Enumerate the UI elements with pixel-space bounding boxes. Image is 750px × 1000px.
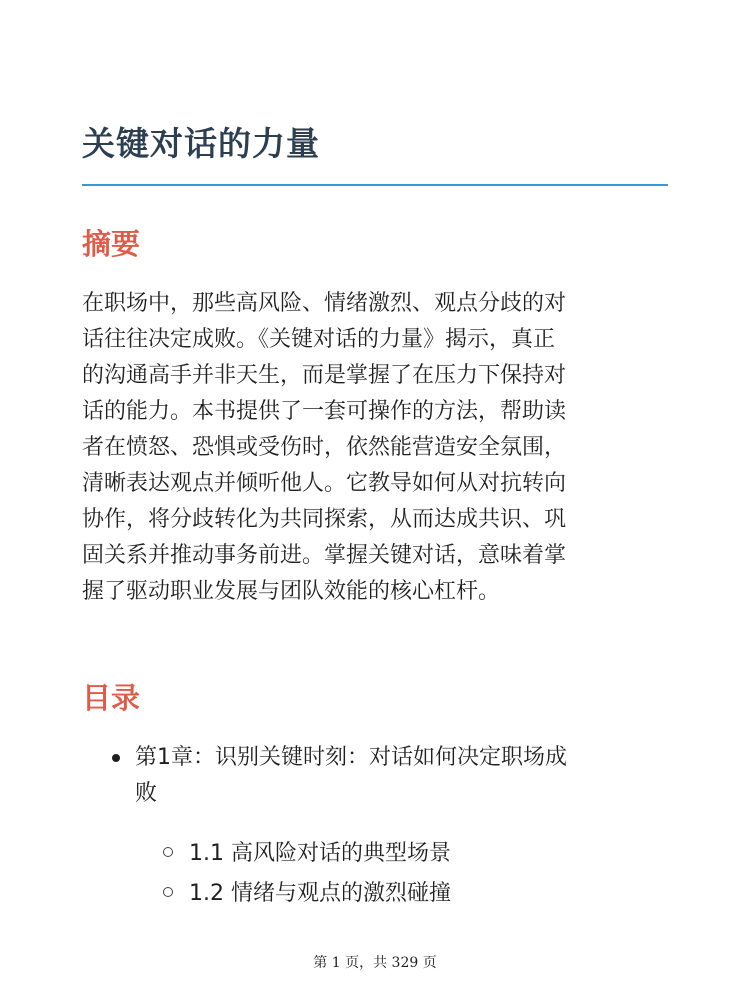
summary-line: 握了驱动职业发展与团队效能的核心杠杆。 (82, 579, 501, 604)
bullet-circle-icon (163, 887, 173, 897)
summary-line: 话的能力。本书提供了一套可操作的方法，帮助读 (82, 399, 567, 424)
summary-line: 清晰表达观点并倾听他人。它教导如何从对抗转向 (82, 471, 567, 496)
summary-heading: 摘要 (82, 227, 141, 261)
summary-line: 协作，将分歧转化为共同探索，从而达成共识、巩 (82, 507, 567, 532)
toc-chapter-line: 第1章：识别关键时刻：对话如何决定职场成 (135, 745, 567, 770)
summary-line: 者在愤怒、恐惧或受伤时，依然能营造安全氛围， (82, 435, 567, 460)
summary-line: 在职场中，那些高风险、情绪激烈、观点分歧的对 (82, 291, 567, 316)
summary-line: 话往往决定成败。《关键对话的力量》揭示，真正 (82, 327, 556, 352)
title-divider (82, 184, 668, 186)
toc-subsection: 1.2 情绪与观点的激烈碰撞 (189, 881, 451, 906)
toc-subsection: 1.1 高风险对话的典型场景 (189, 841, 451, 866)
summary-line: 固关系并推动事务前进。掌握关键对话，意味着掌 (82, 543, 567, 568)
bullet-disc-icon (112, 754, 120, 762)
toc-heading: 目录 (82, 681, 141, 715)
bullet-circle-icon (163, 847, 173, 857)
document-title: 关键对话的力量 (82, 124, 320, 163)
toc-chapter-line: 败 (135, 781, 158, 806)
page-footer: 第 1 页，共 329 页 (313, 955, 437, 971)
summary-line: 的沟通高手并非天生，而是掌握了在压力下保持对 (82, 363, 567, 388)
